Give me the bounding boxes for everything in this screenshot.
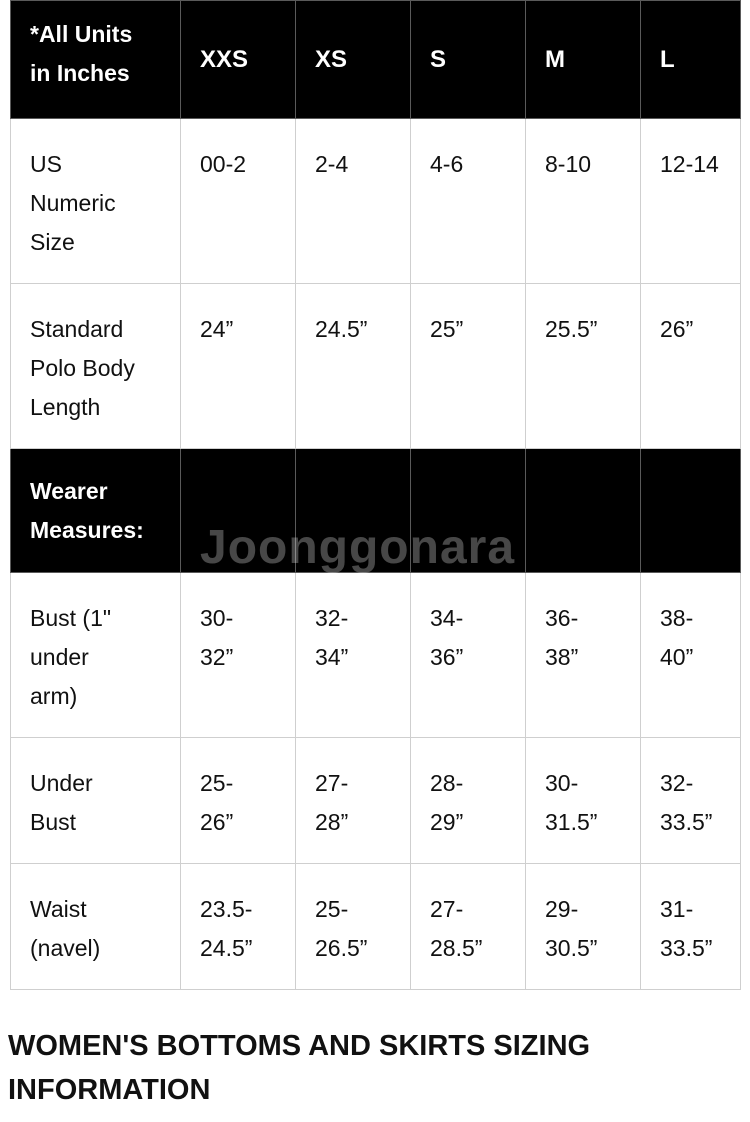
table-cell: 12-14: [641, 119, 741, 284]
header-row: [11, 1, 741, 119]
watermark: Joonggonara: [200, 521, 516, 574]
table-cell: 27- 28”: [296, 738, 411, 864]
table-cell: 34- 36”: [411, 573, 526, 738]
size-header-m: M: [526, 1, 641, 119]
table-cell: 24.5”: [296, 284, 411, 449]
table-cell: 32- 34”: [296, 573, 411, 738]
table-cell: 23.5- 24.5”: [181, 864, 296, 990]
table-cell: 36- 38”: [526, 573, 641, 738]
section-cell: [181, 449, 296, 573]
table-cell: 29- 30.5”: [526, 864, 641, 990]
table-cell: 30- 32”: [181, 573, 296, 738]
size-chart-table: [10, 0, 741, 990]
size-header-s: S: [411, 1, 526, 119]
row-label: US Numeric Size: [11, 119, 181, 284]
table-cell: 8-10: [526, 119, 641, 284]
table-row-waist: [11, 864, 741, 990]
size-header-l: L: [641, 1, 741, 119]
bottoms-section-title: WOMEN'S BOTTOMS AND SKIRTS SIZING INFORMATION: [8, 1030, 591, 1106]
table-row-bust: [11, 573, 741, 738]
table-cell: 24”: [181, 284, 296, 449]
table-cell: 00-2: [181, 119, 296, 284]
row-label: Under Bust: [11, 738, 181, 864]
size-header-xs: XS: [296, 1, 411, 119]
table-cell: 27- 28.5”: [411, 864, 526, 990]
table-row-under-bust: [11, 738, 741, 864]
table-cell: 25- 26”: [181, 738, 296, 864]
table-row-us-numeric-size: [11, 119, 741, 284]
table-cell: 30- 31.5”: [526, 738, 641, 864]
size-header-xxs: XXS: [181, 1, 296, 119]
row-label: Bust (1" under arm): [11, 573, 181, 738]
section-cell: [526, 449, 641, 573]
units-label: *All Units in Inches: [11, 1, 181, 119]
table-cell: 25- 26.5”: [296, 864, 411, 990]
section-cell: [296, 449, 411, 573]
table-cell: 26”: [641, 284, 741, 449]
table-cell: 4-6: [411, 119, 526, 284]
section-cell: [411, 449, 526, 573]
section-header-row: [11, 449, 741, 573]
table-row-body-length: [11, 284, 741, 449]
table-cell: 32- 33.5”: [641, 738, 741, 864]
table-cell: 31- 33.5”: [641, 864, 741, 990]
row-label: Waist (navel): [11, 864, 181, 990]
section-cell: [641, 449, 741, 573]
table-cell: 25.5”: [526, 284, 641, 449]
table-cell: 38- 40”: [641, 573, 741, 738]
table-cell: 28- 29”: [411, 738, 526, 864]
table-cell: 2-4: [296, 119, 411, 284]
section-label: Wearer Measures:: [11, 449, 181, 573]
row-label: Standard Polo Body Length: [11, 284, 181, 449]
table-cell: 25”: [411, 284, 526, 449]
